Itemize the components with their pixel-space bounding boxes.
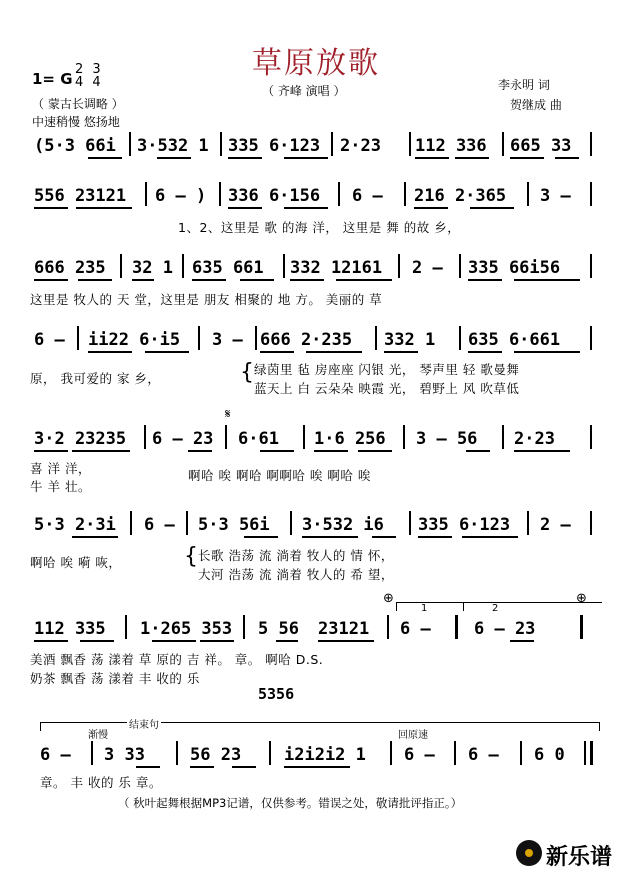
measure: 6·61 <box>238 429 279 449</box>
volta-2: 2 <box>463 602 602 611</box>
measure: 3 – 56 <box>416 429 478 449</box>
measure: 3 33 <box>104 745 145 765</box>
measure: 6 – 23 <box>474 619 536 639</box>
measure: (5·3 66i <box>34 136 116 156</box>
song-title: 草原放歌 <box>252 46 380 81</box>
lyric-line: 章。 丰 收的 乐 章。 <box>40 775 162 790</box>
lyric-line: 美酒 飘香 荡 漾着 草 原的 吉 祥。 章。 啊哈 D.S. <box>30 652 324 667</box>
lyric-line: 啊哈 唉 啊哈 啊啊哈 唉 啊哈 唉 <box>188 468 371 483</box>
measure: 335 6·123 <box>228 136 321 156</box>
measure: 3·2 23235 <box>34 429 127 449</box>
measure: 2 – <box>412 258 443 278</box>
ending-mark: 结束句 <box>127 716 161 731</box>
measure: 635 6·661 <box>468 330 561 350</box>
time-signature <box>75 63 101 90</box>
lyric-line: 奶茶 飘香 荡 漾着 丰 收的 乐 <box>30 671 200 686</box>
site-logo: 新乐谱 <box>546 845 613 870</box>
measure: 3 – <box>540 186 571 206</box>
lyric-line: 蓝天上 白 云朵朵 映霞 光， 碧野上 风 吹草低 <box>254 381 520 396</box>
measure: 6 – <box>352 186 383 206</box>
time-sig-a-bottom: 4 <box>75 75 84 90</box>
time-sig-a-top: 2 <box>75 62 84 77</box>
coda-icon: ⊕ <box>383 591 394 606</box>
measure: 216 2·365 <box>414 186 507 206</box>
brace: { <box>184 544 199 569</box>
measure: 1·265 353 <box>140 619 233 639</box>
lyric-line: 这里是 牧人的 天 堂，这里是 朋友 相聚的 地 方。 美丽的 草 <box>30 292 383 307</box>
measure: 332 1 <box>384 330 436 350</box>
measure: 666 2·235 <box>260 330 353 350</box>
time-sig-b-bottom: 4 <box>92 75 101 90</box>
tempo-return-mark: 回原速 <box>398 730 428 741</box>
key-signature: 1= G <box>32 70 73 88</box>
ending-bracket <box>40 722 600 731</box>
style-note: （ 蒙古长调略 ） <box>32 97 124 111</box>
measure: 6 – <box>404 745 435 765</box>
measure: 112 335 <box>34 619 106 639</box>
measure: 2·23 <box>340 136 381 156</box>
measure: 5 56 <box>258 619 299 639</box>
record-icon <box>516 840 542 866</box>
measure: 2 – <box>540 515 571 535</box>
composer: 贺继成 曲 <box>510 98 562 112</box>
extra-notes: 5356 <box>258 685 295 703</box>
slow-mark: 渐慢 <box>88 730 108 741</box>
measure: 6 – 23 <box>152 429 214 449</box>
measure: 556 23121 <box>34 186 127 206</box>
lyric-line: 绿茵里 毡 房座座 闪银 光， 琴声里 轻 歌曼舞 <box>254 362 520 377</box>
footnote: （ 秋叶起舞根据MP3记谱，仅供参考。错误之处，敬请批评指正。） <box>118 796 463 810</box>
measure: 56 23 <box>190 745 242 765</box>
tempo-mark: 中速稍慢 悠扬地 <box>32 115 120 129</box>
lyric-line: 1、2、这里是 歌 的海 洋， 这里是 舞 的故 乡， <box>178 220 461 235</box>
measure: 6 – <box>34 330 65 350</box>
measure: 32 1 <box>132 258 173 278</box>
measure: 335 66i56 <box>468 258 561 278</box>
measure: 6 – <box>400 619 431 639</box>
measure: 5·3 56i <box>198 515 270 535</box>
measure: 6 – <box>468 745 499 765</box>
measure: ii22 6·i5 <box>88 330 181 350</box>
singer: （ 齐峰 演唱 ） <box>262 84 346 98</box>
brace: { <box>240 360 255 385</box>
time-sig-b-top: 3 <box>92 62 101 77</box>
measure: 666 235 <box>34 258 106 278</box>
volta-1: 1 <box>396 602 477 611</box>
measure: 2·23 <box>514 429 555 449</box>
measure: 6 – ) <box>155 186 207 206</box>
measure: 3 – <box>212 330 243 350</box>
measure: 5·3 2·3i <box>34 515 116 535</box>
lyricist: 李永明 词 <box>498 78 550 92</box>
measure: 3·532 1 <box>137 136 209 156</box>
measure: i2i2i2 1 <box>284 745 366 765</box>
lyric-line: 牛 羊 壮。 <box>30 479 91 494</box>
segno-icon: 𝄋 <box>225 407 231 422</box>
measure: 1·6 256 <box>314 429 386 449</box>
lyric-line: 喜 洋 洋， <box>30 461 91 476</box>
lyric-line: 大河 浩荡 流 淌着 牧人的 希 望， <box>198 567 394 582</box>
lyric-line: 啊哈 唉 嗬 咴， <box>30 555 122 570</box>
measure: 6 – <box>40 745 71 765</box>
measure: 665 33 <box>510 136 572 156</box>
measure: 3·532 i6 <box>302 515 384 535</box>
measure: 336 6·156 <box>228 186 321 206</box>
lyric-line: 长歌 浩荡 流 淌着 牧人的 情 怀， <box>198 548 394 563</box>
measure: 112 336 <box>415 136 487 156</box>
measure: 23121 <box>318 619 370 639</box>
measure: 635 661 <box>192 258 264 278</box>
measure: 332 12161 <box>290 258 383 278</box>
lyric-line: 原， 我可爱的 家 乡， <box>30 371 161 386</box>
measure: 335 6·123 <box>418 515 511 535</box>
coda-icon: ⊕ <box>576 591 587 606</box>
measure: 6 0 <box>534 745 565 765</box>
measure: 6 – <box>144 515 175 535</box>
